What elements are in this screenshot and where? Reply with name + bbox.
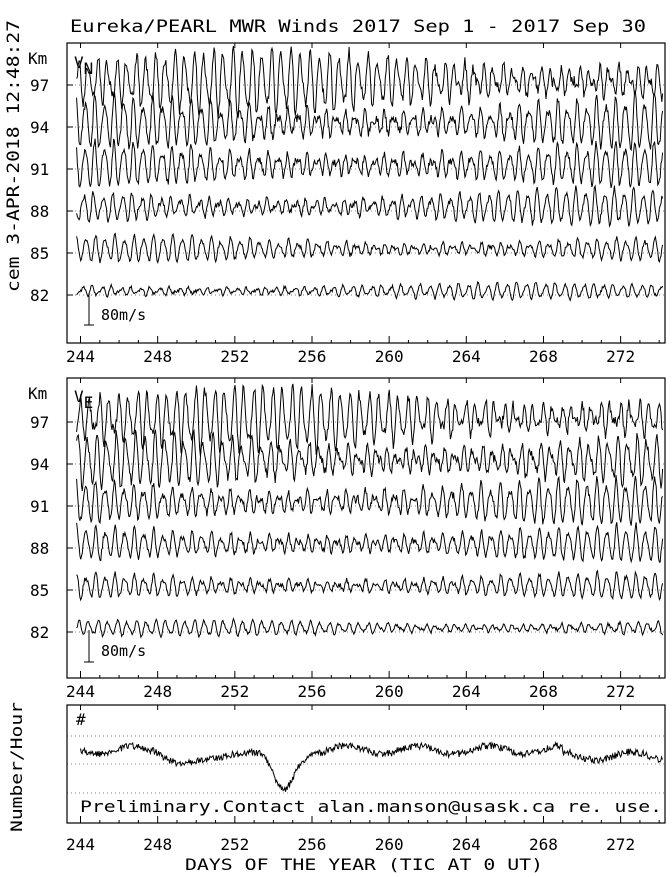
x-tick-label-264: 264	[451, 835, 481, 854]
x-tick-label-248: 248	[143, 682, 173, 701]
panel-count	[7, 702, 665, 854]
wind-trace-82km	[77, 619, 663, 638]
y-tick-label-85: 85	[30, 581, 50, 600]
panel-vn	[28, 43, 665, 366]
y-tick-label-97: 97	[30, 413, 50, 432]
panel-ve-unit: Km	[28, 384, 48, 403]
x-tick-label-264: 264	[451, 682, 481, 701]
wind-trace-91km	[77, 475, 663, 525]
x-tick-label-252: 252	[220, 347, 250, 366]
count-trace	[81, 743, 663, 792]
timestamp-label: cem 3-APR-2018 12:48:27	[4, 56, 24, 292]
panel-ve-label-sub: E	[83, 393, 94, 412]
panel-vn-traces	[77, 46, 663, 301]
panel-count-ylabel: Number/Hour	[7, 726, 26, 832]
y-tick-label-82: 82	[30, 286, 50, 305]
x-tick-label-260: 260	[374, 835, 404, 854]
panel-ve-traces	[77, 384, 663, 638]
x-tick-label-256: 256	[297, 682, 327, 701]
y-tick-label-94: 94	[30, 118, 50, 137]
x-axis-label: DAYS OF THE YEAR (TIC AT 0 UT)	[185, 855, 543, 874]
panel-ve-label-v: V	[74, 387, 84, 406]
wind-trace-97km	[77, 384, 663, 456]
x-tick-label-252: 252	[220, 682, 250, 701]
y-tick-label-88: 88	[30, 202, 50, 221]
x-tick-label-252: 252	[220, 835, 250, 854]
x-tick-label-264: 264	[451, 347, 481, 366]
x-tick-label-244: 244	[66, 682, 95, 701]
y-tick-label-88: 88	[30, 539, 50, 558]
panel-vn-label-v: V	[74, 53, 84, 72]
panel-vn-label-sub: N	[83, 59, 94, 78]
panel-vn-scale-bar	[84, 293, 146, 325]
wind-trace-94km	[77, 430, 663, 491]
panel-count-xticks	[66, 705, 659, 854]
panel-count-trace	[81, 743, 663, 792]
wind-trace-88km	[77, 186, 663, 227]
x-tick-label-272: 272	[606, 682, 636, 701]
y-tick-label-91: 91	[30, 160, 50, 179]
x-tick-label-248: 248	[143, 347, 173, 366]
x-tick-label-244: 244	[66, 347, 95, 366]
x-tick-label-244: 244	[66, 835, 95, 854]
wind-trace-85km	[77, 234, 663, 264]
x-tick-label-272: 272	[606, 835, 636, 854]
x-tick-label-256: 256	[297, 347, 327, 366]
y-tick-label-91: 91	[30, 497, 50, 516]
panel-count-grid	[67, 736, 665, 793]
wind-trace-85km	[77, 571, 663, 600]
wind-trace-88km	[77, 522, 663, 562]
figure-title: Eureka/PEARL MWR Winds 2017 Sep 1 - 2017 Sep 30	[70, 17, 646, 37]
x-tick-label-248: 248	[143, 835, 173, 854]
y-tick-label-97: 97	[30, 76, 50, 95]
y-tick-label-85: 85	[30, 244, 50, 263]
x-tick-label-256: 256	[297, 835, 327, 854]
panel-ve	[28, 378, 665, 701]
y-tick-label-82: 82	[30, 623, 50, 642]
usage-note: Preliminary.Contact alan.manson@usask.ca re. use.	[80, 797, 662, 816]
x-tick-label-268: 268	[529, 835, 558, 854]
x-tick-label-268: 268	[529, 347, 558, 366]
x-tick-label-268: 268	[529, 682, 558, 701]
x-tick-label-272: 272	[606, 347, 636, 366]
y-tick-label-94: 94	[30, 455, 50, 474]
scale-bar-label: 80m/s	[101, 306, 147, 324]
wind-trace-82km	[77, 282, 663, 301]
panel-vn-label	[74, 53, 93, 78]
wind-trace-91km	[77, 139, 663, 188]
x-tick-label-260: 260	[374, 347, 404, 366]
wind-trace-94km	[77, 91, 663, 150]
panel-ve-frame	[67, 378, 665, 678]
panel-count-marker: #	[76, 710, 86, 729]
wind-trace-97km	[77, 46, 663, 119]
panel-ve-scale-bar	[84, 630, 146, 662]
scale-bar-label: 80m/s	[101, 642, 147, 660]
x-tick-label-260: 260	[374, 682, 404, 701]
panel-vn-unit: Km	[28, 49, 48, 68]
